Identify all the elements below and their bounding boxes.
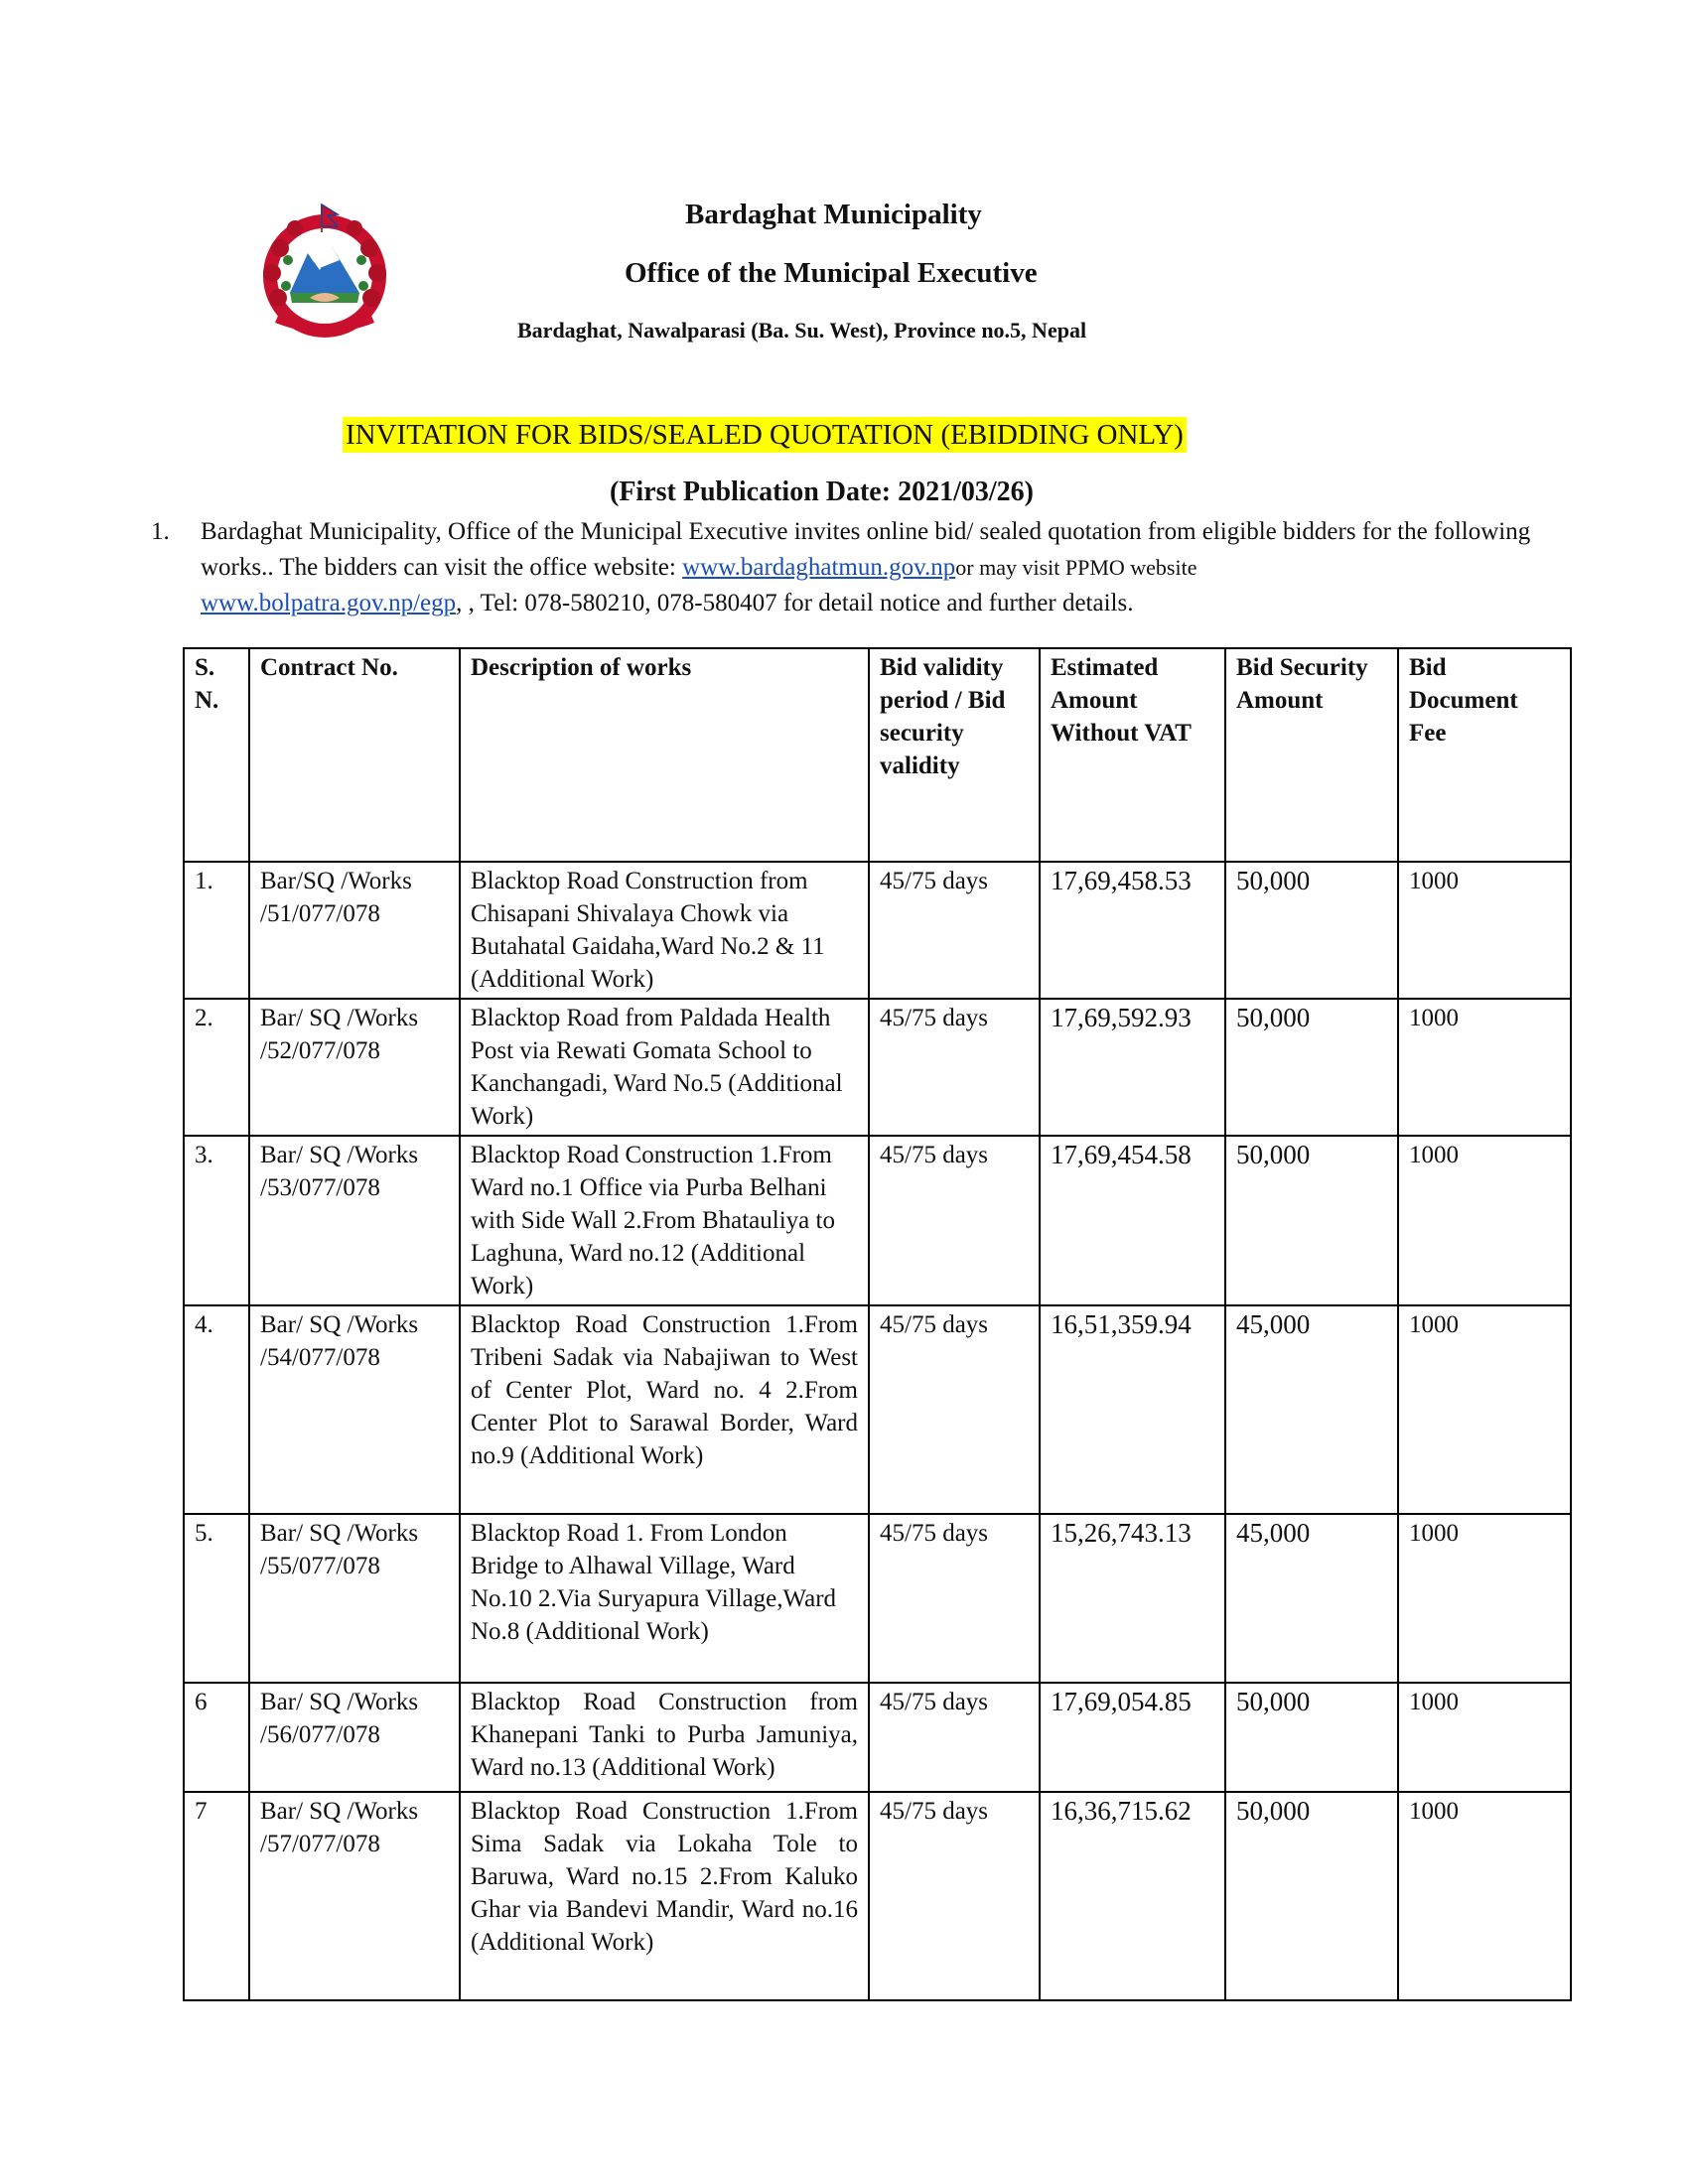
column-header: Description of works [460, 648, 869, 862]
bid-document-fee: 1000 [1398, 999, 1571, 1136]
bids-table [183, 647, 1572, 2001]
contract-number: Bar/ SQ /Works /56/077/078 [249, 1683, 460, 1792]
government-emblem-logo [250, 199, 399, 347]
table-row [184, 1514, 1571, 1683]
notice-text-2: or may visit PPMO website [955, 555, 1197, 580]
bid-validity: 45/75 days [869, 1305, 1040, 1514]
bid-security-amount: 50,000 [1225, 999, 1398, 1136]
ppmo-website-link[interactable]: www.bolpatra.gov.np/egp [201, 590, 457, 616]
estimated-amount: 17,69,592.93 [1040, 999, 1225, 1136]
office-address: Bardaghat, Nawalparasi (Ba. Su. West), Province no.5, Nepal [517, 318, 1087, 342]
publication-date: (First Publication Date: 2021/03/26) [610, 477, 1034, 507]
notice-text-3: , , Tel: 078-580210, 078-580407 for detail notice and further details. [456, 590, 1134, 616]
notice-title: INVITATION FOR BIDS/SEALED QUOTATION (EBIDDING ONLY) [343, 417, 1187, 453]
work-description: Blacktop Road Construction 1.From Ward no.1 Office via Purba Belhani with Side Wall 2.From Bhatauliya to Laghuna, Ward no.12 (Additional Work) [460, 1136, 869, 1305]
bid-validity: 45/75 days [869, 1792, 1040, 2000]
estimated-amount: 17,69,454.58 [1040, 1136, 1225, 1305]
bid-security-amount: 50,000 [1225, 1683, 1398, 1792]
table-row [184, 1305, 1571, 1514]
contract-number: Bar/SQ /Works /51/077/078 [249, 862, 460, 999]
bid-validity: 45/75 days [869, 1514, 1040, 1683]
table-row [184, 1683, 1571, 1792]
table-row [184, 1792, 1571, 2000]
bid-document-fee: 1000 [1398, 862, 1571, 999]
bid-document-fee: 1000 [1398, 1514, 1571, 1683]
estimated-amount: 16,36,715.62 [1040, 1792, 1225, 2000]
contract-number: Bar/ SQ /Works /55/077/078 [249, 1514, 460, 1683]
serial-number: 5. [184, 1514, 249, 1683]
table-row [184, 862, 1571, 999]
serial-number: 6 [184, 1683, 249, 1792]
bid-validity: 45/75 days [869, 1136, 1040, 1305]
bid-security-amount: 50,000 [1225, 1136, 1398, 1305]
estimated-amount: 17,69,054.85 [1040, 1683, 1225, 1792]
work-description: Blacktop Road Construction 1.From Sima Sadak via Lokaha Tole to Baruwa, Ward no.15 2.From Kaluko Ghar via Bandevi Mandir, Ward no.16 (Additional Work) [460, 1792, 869, 2000]
office-website-link[interactable]: www.bardaghatmun.gov.np [682, 554, 956, 581]
notice-text-1: Bardaghat Municipality, Office of the Municipal Executive invites online bid/ sealed quotation from eligible bidders for the following works.. The bidders can visit the office website: [201, 518, 1531, 581]
bid-security-amount: 50,000 [1225, 862, 1398, 999]
column-header: Contract No. [249, 648, 460, 862]
item-number: 1. [151, 518, 170, 545]
work-description: Blacktop Road Construction 1.From Tribeni Sadak via Nabajiwan to West of Center Plot, Ward no. 4 2.From Center Plot to Sarawal Border, Ward no.9 (Additional Work) [460, 1305, 869, 1514]
bid-document-fee: 1000 [1398, 1792, 1571, 2000]
column-header: Bid Security Amount [1225, 648, 1398, 862]
column-header: S. N. [184, 648, 249, 862]
serial-number: 3. [184, 1136, 249, 1305]
municipality-name: Bardaghat Municipality [685, 199, 982, 230]
contract-number: Bar/ SQ /Works /57/077/078 [249, 1792, 460, 2000]
estimated-amount: 17,69,458.53 [1040, 862, 1225, 999]
bid-security-amount: 45,000 [1225, 1514, 1398, 1683]
serial-number: 1. [184, 862, 249, 999]
serial-number: 4. [184, 1305, 249, 1514]
bid-validity: 45/75 days [869, 862, 1040, 999]
column-header: Bid Document Fee [1398, 648, 1571, 862]
contract-number: Bar/ SQ /Works /53/077/078 [249, 1136, 460, 1305]
contract-number: Bar/ SQ /Works /54/077/078 [249, 1305, 460, 1514]
bid-document-fee: 1000 [1398, 1683, 1571, 1792]
table-header-row [184, 648, 1571, 862]
bid-document-fee: 1000 [1398, 1136, 1571, 1305]
work-description: Blacktop Road Construction from Khanepani Tanki to Purba Jamuniya, Ward no.13 (Additional Work) [460, 1683, 869, 1792]
column-header: Bid validity period / Bid security validity [869, 648, 1040, 862]
bid-security-amount: 50,000 [1225, 1792, 1398, 2000]
table-row [184, 999, 1571, 1136]
work-description: Blacktop Road from Paldada Health Post via Rewati Gomata School to Kanchangadi, Ward No.5 (Additional Work) [460, 999, 869, 1136]
bid-document-fee: 1000 [1398, 1305, 1571, 1514]
bid-validity: 45/75 days [869, 999, 1040, 1136]
estimated-amount: 15,26,743.13 [1040, 1514, 1225, 1683]
column-header: Estimated Amount Without VAT [1040, 648, 1225, 862]
serial-number: 2. [184, 999, 249, 1136]
bid-security-amount: 45,000 [1225, 1305, 1398, 1514]
bid-validity: 45/75 days [869, 1683, 1040, 1792]
table-row [184, 1136, 1571, 1305]
serial-number: 7 [184, 1792, 249, 2000]
contract-number: Bar/ SQ /Works /52/077/078 [249, 999, 460, 1136]
work-description: Blacktop Road 1. From London Bridge to Alhawal Village, Ward No.10 2.Via Suryapura Village,Ward No.8 (Additional Work) [460, 1514, 869, 1683]
office-name: Office of the Municipal Executive [625, 257, 1038, 289]
work-description: Blacktop Road Construction from Chisapani Shivalaya Chowk via Butahatal Gaidaha,Ward No.2 & 11 (Additional Work) [460, 862, 869, 999]
estimated-amount: 16,51,359.94 [1040, 1305, 1225, 1514]
